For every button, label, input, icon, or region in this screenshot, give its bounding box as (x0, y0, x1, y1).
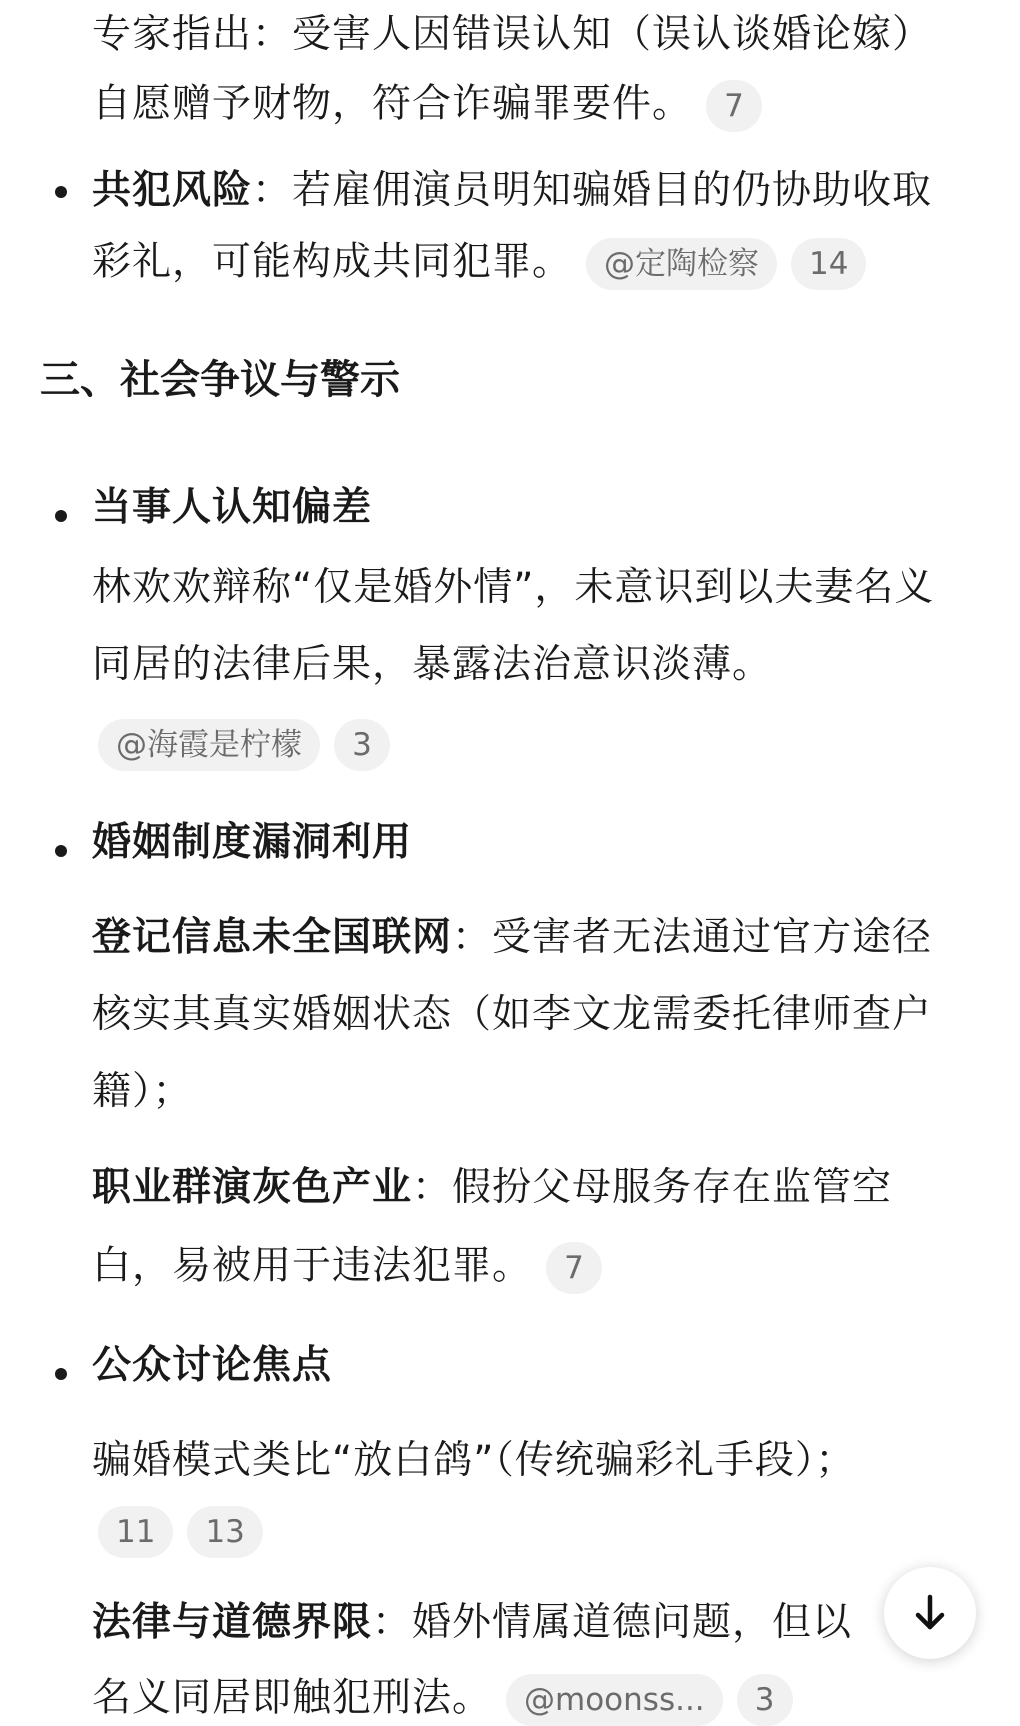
bullet-dot (55, 510, 67, 522)
section-title: 三、社会争议与警示 (40, 357, 400, 403)
bullet-dot (55, 1368, 67, 1380)
accomplice-text: ：若雇佣演员明知骗婚目的仍协助收取 (252, 168, 933, 213)
bullet-title (92, 1343, 332, 1389)
expert-text: 自愿赠予财物，符合诈骗罪要件。 (92, 81, 693, 127)
sub-item-title: 法律与道德界限 (92, 1600, 373, 1645)
sub-item-line1: 骗婚模式类比“放白鸽”（传统骗彩礼手段）； (92, 1438, 856, 1483)
sub-item-text: ：假扮父母服务存在监管空 (412, 1165, 893, 1210)
bullet-title-text: 当事人认知偏差 (92, 485, 373, 530)
accomplice-title: 共犯风险 (92, 168, 253, 213)
citation-row (98, 719, 390, 771)
sub-item-line1 (92, 1165, 892, 1211)
citation-row (98, 1506, 263, 1558)
bullet-dot (55, 186, 67, 198)
source-chip[interactable]: @海霞是柠檬 (98, 719, 320, 771)
citation-chip[interactable]: 3 (334, 719, 390, 771)
accomplice-line2 (92, 238, 866, 290)
bullet-title (92, 820, 412, 866)
accomplice-line1 (92, 168, 932, 214)
bullet-text-line1: 林欢欢辩称“仅是婚外情”，未意识到以夫妻名义 (92, 565, 935, 610)
source-chip[interactable]: @moonss... (506, 1674, 723, 1726)
bullet-title-text: 公众讨论焦点 (92, 1343, 333, 1388)
citation-chip[interactable]: 3 (737, 1674, 793, 1726)
sub-item-line2: 核实其真实婚姻状态（如李文龙需委托律师查户 (92, 992, 933, 1037)
scroll-down-button[interactable] (884, 1567, 976, 1659)
sub-item-text: ：婚外情属道德问题，但以 (372, 1600, 853, 1645)
sub-item-line2 (92, 1674, 793, 1726)
citation-chip[interactable]: 11 (98, 1506, 173, 1558)
accomplice-text-2: 彩礼，可能构成共同犯罪。 (92, 239, 573, 285)
citation-chip[interactable]: 7 (706, 80, 762, 132)
citation-chip[interactable]: 13 (187, 1506, 262, 1558)
bullet-text-line2: 同居的法律后果，暴露法治意识淡薄。 (92, 642, 773, 687)
sub-item-title: 登记信息未全国联网 (92, 915, 453, 960)
expert-text-line2 (92, 80, 762, 132)
sub-item-line1 (92, 915, 932, 961)
citation-chip[interactable]: 7 (546, 1242, 602, 1294)
bullet-title (92, 485, 372, 531)
sub-item-line3: 籍）； (92, 1069, 193, 1114)
sub-item-text: 白，易被用于违法犯罪。 (92, 1243, 533, 1289)
sub-item-line2 (92, 1242, 602, 1294)
sub-item-title: 职业群演灰色产业 (92, 1165, 413, 1210)
bullet-dot (55, 845, 67, 857)
source-chip[interactable]: @定陶检察 (586, 238, 777, 290)
sub-item-text: ：受害者无法通过官方途径 (452, 915, 933, 960)
arrow-down-icon (908, 1591, 952, 1635)
citation-chip[interactable]: 14 (791, 238, 866, 290)
sub-item-text: 名义同居即触犯刑法。 (92, 1675, 493, 1721)
sub-item-line1 (92, 1600, 852, 1646)
expert-text-line1: 专家指出：受害人因错误认知（误认谈婚论嫁） (92, 12, 933, 57)
bullet-title-text: 婚姻制度漏洞利用 (92, 820, 413, 865)
